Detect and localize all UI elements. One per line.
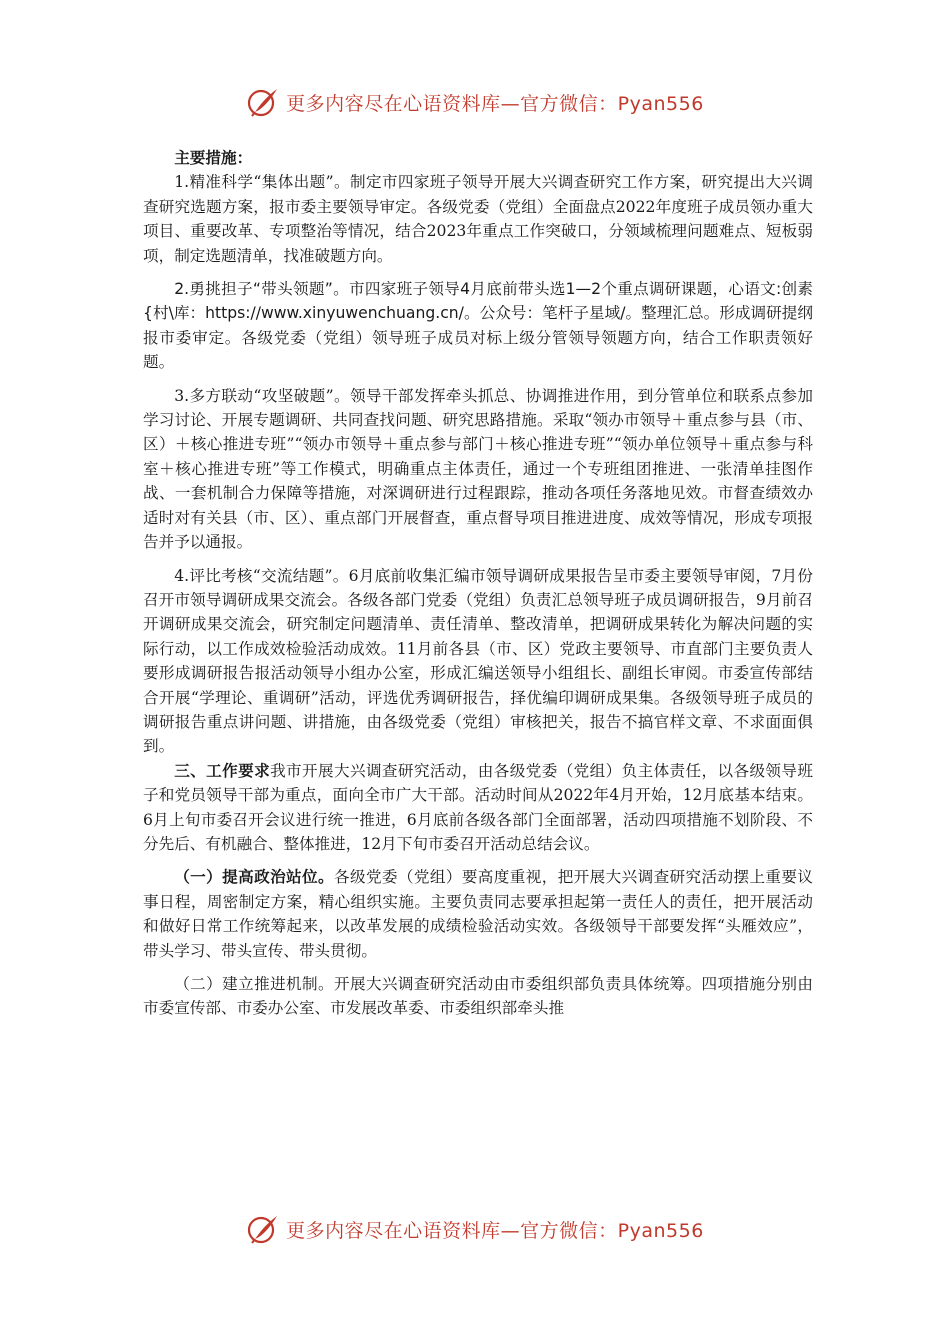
header-watermark-banner [0, 80, 950, 124]
footer-watermark-banner [0, 1207, 950, 1251]
section-heading-main-measures: 主要措施： [174, 149, 253, 167]
section-3-title: 三、工作要求 [174, 761, 271, 780]
requirement-1-text: 各级党委（党组）要高度重视，把开展大兴调查研究活动摆上重要议事日程，周密制定方案，精心组织实施。主要负责同志要承担起第一责任人的责任，把开展活动和做好日常工作统筹起来，以改革发展的成绩检验活动实效。各级领导干部要发挥“头雁效应”，带头学习、带头宣传、带头贯彻。 [143, 868, 813, 960]
paragraph-measure-3: 3.多方联动“攻坚破题”。领导干部发挥牵头抓总、协调推进作用，到分管单位和联系点参加学习讨论、开展专题调研、共同查找问题、研究思路措施。采取“领办市领导＋重点参与县（市、区）＋核心推进专班”“领办市领导＋重点参与部门＋核心推进专班”“领办单位领导＋重点参与科室＋核心推进专班”等工作模式，明确重点主体责任，通过一个专班组团推进、一张清单挂图作战、一套机制合力保障等措施，对深调研进行过程跟踪，推动各项任务落地见效。市督查绩效办适时对有关县（市、区）、重点部门开展督查，重点督导项目推进进度、成效等情况，形成专项报告并予以通报。 [143, 386, 813, 552]
paragraph-requirement-1 [143, 865, 813, 963]
paragraph-measure-2: 2.勇挑担子“带头领题”。市四家班子领导4月底前带头选1—2个重点调研课题，心语文:创素{村\库：https://www.xinyuwenchuang.cn/。公众号：笔杆子星域/。整理汇总。形成调研提纲报市委审定。各级党委（党组）领导班子成员对标上级分管领导领题方向，结合工作职责领好题。 [143, 280, 813, 372]
document-body [143, 146, 813, 1021]
paragraph-requirement-2: （二）建立推进机制。开展大兴调查研究活动由市委组织部负责具体统筹。四项措施分别由市委宣传部、市委办公室、市发展改革委、市委组织部牵头推 [143, 975, 813, 1018]
paragraph-measure-1: 1.精准科学“集体出题”。制定市四家班子领导开展大兴调查研究工作方案，研究提出大兴调查研究选题方案，报市委主要领导审定。各级党委（党组）全面盘点2022年度班子成员领办重大项目、重要改革、专项整治等情况，结合2023年重点工作突破口，分领域梳理问题难点、短板弱项，制定选题清单，找准破题方向。 [143, 173, 813, 265]
paragraph-section-3 [143, 759, 813, 857]
paragraph-measure-4: 4.评比考核“交流结题”。6月底前收集汇编市领导调研成果报告呈市委主要领导审阅，7月份召开市领导调研成果交流会。各级各部门党委（党组）负责汇总领导班子成员调研报告，9月前召开调研成果交流会，研究制定问题清单、责任清单、整改清单，把调研成果转化为解决问题的实际行动，以工作成效检验活动成效。11月前各县（市、区）党政主要领导、市直部门主要负责人要形成调研报告报活动领导小组办公室，形成汇编送领导小组组长、副组长审阅。市委宣传部结合开展“学理论、重调研”活动，评选优秀调研报告，择优编印调研成果集。各级领导班子成员的调研报告重点讲问题、讲措施，由各级党委（党组）审核把关，报告不搞官样文章、不求面面俱到。 [143, 566, 813, 756]
banner-text: 更多内容尽在心语资料库—官方微信：Pyan556 [286, 92, 704, 115]
section-3-text: 我市开展大兴调查研究活动，由各级党委（党组）负主体责任，以各级领导班子和党员领导干部为重点，面向全市广大干部。活动时间从2022年4月开始，12月底基本结束。6月上旬市委召开会议进行统一推进，6月底前各级各部门全面部署，活动四项措施不划阶段、不分先后、有机融合、整体推进，12月下旬市委召开活动总结会议。 [143, 761, 813, 853]
banner-text: 更多内容尽在心语资料库—官方微信：Pyan556 [286, 1219, 704, 1242]
quill-circle-logo-icon [246, 85, 280, 119]
requirement-1-title: （一）提高政治站位。 [174, 868, 334, 887]
quill-circle-logo-icon [246, 1212, 280, 1246]
